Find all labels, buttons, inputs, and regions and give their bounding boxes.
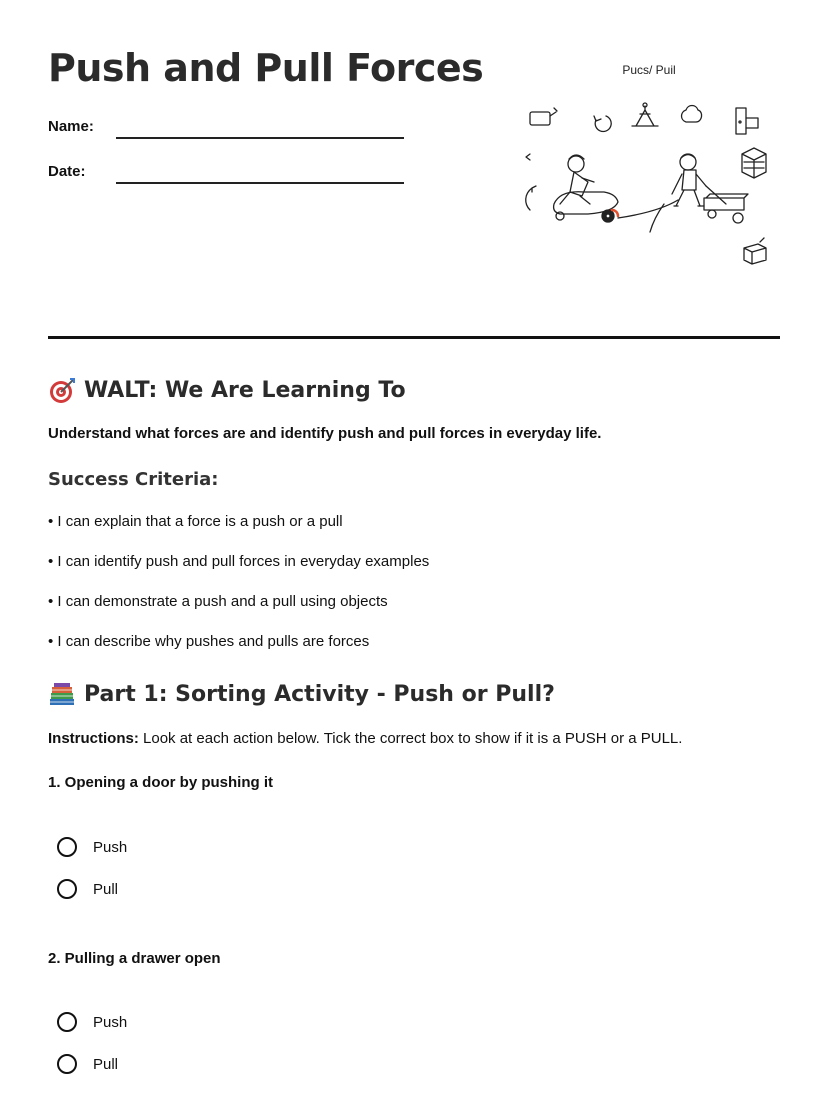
target-dart-icon [48,376,76,404]
crate-icon [742,148,766,178]
illustration-caption: Pucs/ Puil [622,63,676,77]
option-label: Push [93,838,128,856]
question-2: 2. Pulling a drawer open [48,950,221,967]
box-icon [744,238,766,264]
q2-option-pull[interactable] [57,1054,118,1074]
seesaw-icon [632,103,658,126]
q2-option-push[interactable] [57,1012,127,1032]
list-item: • I can identify push and pull forces in everyday examples [48,553,430,570]
part1-heading-text: Part 1: Sorting Activity - Push or Pull? [84,681,555,707]
left-arrow-icon [526,154,530,160]
option-label: Push [93,1013,128,1031]
section-divider [48,336,780,339]
success-criteria-heading: Success Criteria: [48,469,219,490]
radio-button[interactable] [57,1054,77,1074]
page-title: Push and Pull Forces [48,46,484,90]
list-item: • I can demonstrate a push and a pull using objects [48,593,388,610]
roller-icon [530,108,557,125]
date-field[interactable] [116,182,404,184]
name-label: Name: [48,118,94,135]
books-icon [48,680,76,708]
radio-button[interactable] [57,1012,77,1032]
question-1: 1. Opening a door by pushing it [48,774,273,791]
walt-statement: Understand what forces are and identify push and pull forces in everyday life. [48,425,602,442]
curve-arrow-icon [526,186,536,210]
rotate-arrow-icon [594,116,611,131]
list-item: • I can describe why pushes and pulls are forces [48,633,370,650]
rope-line [618,200,678,232]
walt-heading-text: WALT: We Are Learning To [84,377,406,403]
option-label: Pull [93,1055,119,1073]
door-icon [736,108,758,134]
date-label: Date: [48,163,86,180]
option-label: Pull [93,880,119,898]
instructions-text: Look at each action below. Tick the correct box to show if it is a PUSH or a PULL. [138,730,683,747]
instructions [48,730,682,747]
hand-icon [682,106,702,123]
success-criteria-list [48,513,429,673]
child-pulling-wagon-icon [672,154,748,223]
instructions-label: Instructions: [48,730,139,747]
q1-option-push[interactable] [57,837,127,857]
push-pull-illustration [514,58,774,273]
list-item: • I can explain that a force is a push or a pull [48,513,343,530]
walt-heading [48,376,406,404]
part1-heading [48,680,555,708]
q1-option-pull[interactable] [57,879,118,899]
radio-button[interactable] [57,879,77,899]
name-field[interactable] [116,137,404,139]
child-on-toy-car-icon [554,155,618,222]
radio-button[interactable] [57,837,77,857]
